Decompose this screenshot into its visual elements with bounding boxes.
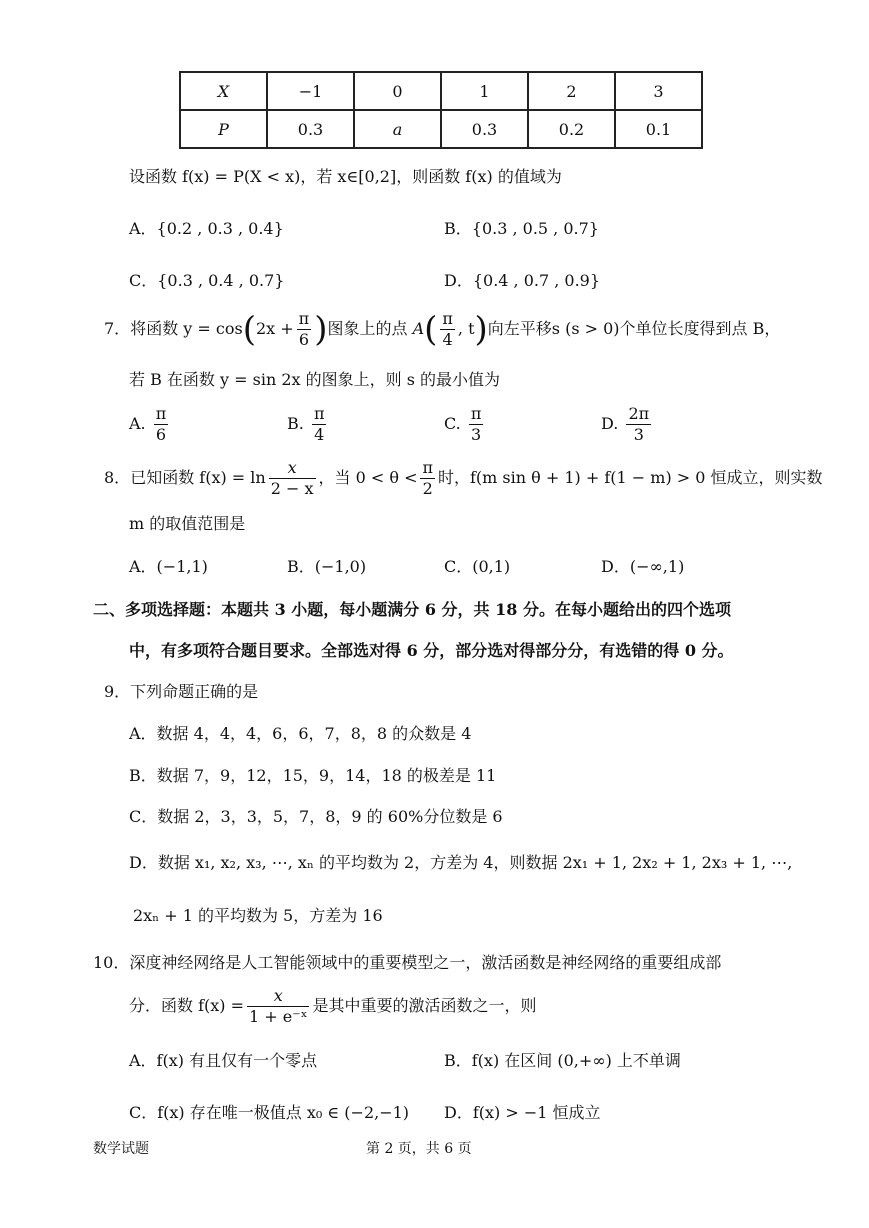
table-cell: 0.3 — [441, 110, 528, 148]
q7-stem: 7．将函数 y = cos(2x + $\frac{\pi}{6}$ )图象上的点 A( $\frac{\pi}{4}$ , t)向左平移s (s > 0)个单位长度得到点 B， — [104, 309, 781, 350]
q9-option-c: C．数据 2，3，3，5，7，8，9 的 60%分位数是 6 — [129, 807, 503, 826]
table-cell: X — [180, 72, 267, 110]
q6-option-d: D．{0.4 , 0.7 , 0.9} — [444, 271, 601, 290]
table-cell: 0.3 — [267, 110, 354, 148]
q8-stem: 8．已知函数 f(x) = ln $\frac{x}{2 - x}$ ，当 0 < θ < $\frac{\pi}{2}$ 时，f(m sin θ + 1) + f(1 − m) > 0 恒成立，则实数 — [104, 458, 823, 498]
q10-option-b: B．f(x) 在区间 (0,+∞) 上不单调 — [444, 1051, 681, 1070]
q9-stem: 9．下列命题正确的是 — [104, 682, 259, 701]
q8-option-c: C．(0,1) — [444, 557, 511, 576]
q9-option-a: A．数据 4，4，4，6，6，7，8，8 的众数是 4 — [129, 724, 472, 743]
q9-option-d-cont: 2xₙ + 1 的平均数为 5，方差为 16 — [133, 906, 383, 925]
table-cell: 0 — [354, 72, 441, 110]
q10-line2: 分．函数 f(x) = $\frac{x}{\text{1 + e⁻ˣ}}$ 是其中重要的激活函数之一，则 — [129, 986, 537, 1026]
q10-option-d: D．f(x) > −1 恒成立 — [444, 1103, 601, 1122]
q8-line2: m 的取值范围是 — [129, 514, 246, 533]
table-cell: 0.2 — [528, 110, 615, 148]
q7-line2: 若 B 在函数 y = sin 2x 的图象上，则 s 的最小值为 — [129, 370, 501, 389]
table-row — [180, 72, 702, 110]
q6-option-b: B．{0.3 , 0.5 , 0.7} — [444, 219, 599, 238]
q9-option-b: B．数据 7，9，12，15，9，14，18 的极差是 11 — [129, 766, 497, 785]
q9-option-d: D．数据 x₁, x₂, x₃, ⋯, xₙ 的平均数为 2，方差为 4，则数据 2x₁ + 1, 2x₂ + 1, 2x₃ + 1, ⋯, — [129, 853, 793, 872]
q7-option-b: B. $\frac{\pi}{4}$ — [287, 404, 325, 444]
q8-number: 8． — [104, 468, 131, 487]
q6-stem: 设函数 f(x) = P(X < x)，若 x∈[0,2]，则函数 f(x) 的值域为 — [129, 167, 562, 186]
q10-stem: 10．深度神经网络是人工智能领域中的重要模型之一，激活函数是神经网络的重要组成部 — [93, 953, 722, 972]
q7-option-a: A. $\frac{\pi}{6}$ — [129, 404, 167, 444]
q7-fraction: $\frac{\pi}{6}$ — [298, 309, 310, 349]
q10-option-a: A．f(x) 有且仅有一个零点 — [129, 1051, 318, 1070]
q7-number: 7． — [104, 319, 131, 338]
q8-option-b: B．(−1,0) — [287, 557, 367, 576]
q8-option-a: A．(−1,1) — [129, 557, 208, 576]
table-cell: 0.1 — [615, 110, 702, 148]
table-row — [180, 110, 702, 148]
section2-line2: 中，有多项符合题目要求。全部选对得 6 分，部分选对得部分分，有选错的得 0 分。 — [129, 641, 734, 660]
q10-option-c: C．f(x) 存在唯一极值点 x₀ ∈ (−2,−1) — [129, 1103, 410, 1122]
section2-heading: 二、多项选择题：本题共 3 小题，每小题满分 6 分，共 18 分。在每小题给出的四个选项 — [93, 600, 731, 619]
table-cell: 2 — [528, 72, 615, 110]
table-cell: a — [354, 110, 441, 148]
q7-option-c: C. $\frac{\pi}{3}$ — [444, 404, 482, 444]
footer-subject: 数学试题 — [93, 1141, 149, 1157]
q6-option-a: A．{0.2 , 0.3 , 0.4} — [129, 219, 284, 238]
distribution-table — [179, 71, 703, 149]
table-cell: −1 — [267, 72, 354, 110]
q6-option-c: C．{0.3 , 0.4 , 0.7} — [129, 271, 285, 290]
table-cell: P — [180, 110, 267, 148]
table-cell: 1 — [441, 72, 528, 110]
table-cell: 3 — [615, 72, 702, 110]
q8-option-d: D．(−∞,1) — [601, 557, 685, 576]
footer-page-number: 第 2 页，共 6 页 — [366, 1141, 472, 1157]
q7-option-d: D. $\frac{2\pi}{3}$ — [601, 404, 650, 444]
